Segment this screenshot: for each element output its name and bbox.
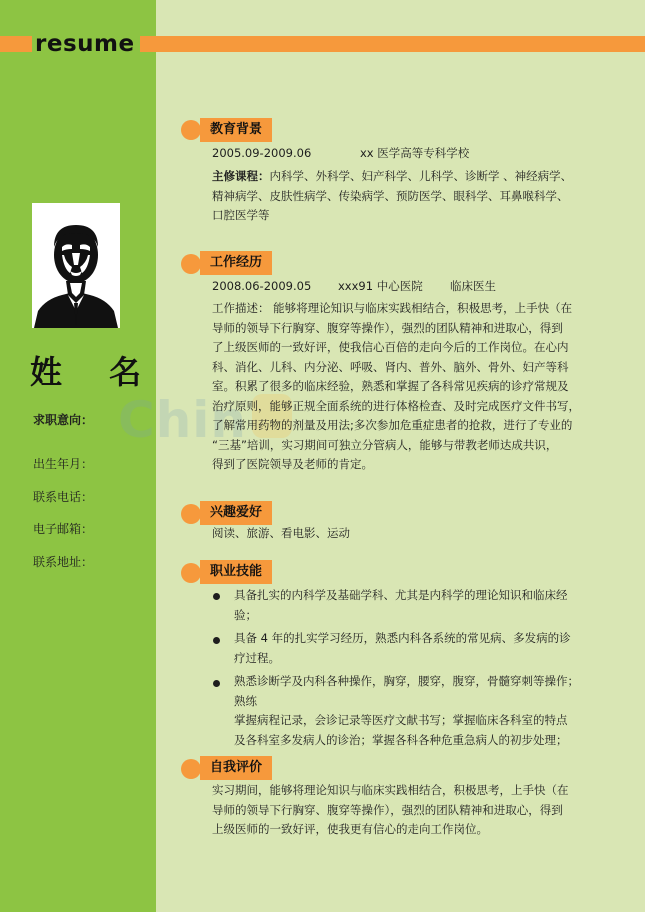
watermark: Chin [118,391,248,449]
self-eval-line: 实习期间，能够将理论知识与临床实践相结合，积极思考，上手快（在 [212,783,569,797]
bullet-icon [213,680,220,687]
header-bar-right [140,36,645,52]
courses-line: 精神病学、皮肤性病学、传染病学、预防医学、眼科学、耳鼻喉科学、 [212,188,569,203]
section-dot-icon [181,254,201,274]
courses-label: 主修课程： [212,169,270,183]
profile-photo [32,203,120,328]
hobbies-text: 阅读、旅游、看电影、运动 [212,526,350,540]
self-eval-line: 上级医师的一致好评，使我更有信心的走向工作岗位。 [212,822,488,836]
skill-line: 验； [234,607,257,622]
work-line: 导师的领导下行胸穿、腹穿等操作），强烈的团队精神和进取心，得到 [212,320,563,335]
address-label: 联系地址： [33,555,94,569]
section-dot-icon [181,563,201,583]
work-line: 工作描述： 能够将理论知识与临床实践相结合，积极思考，上手快（在 [212,301,573,315]
work-position: 临床医生 [450,279,496,293]
skill-item [234,672,586,750]
section-title-hobbies: 兴趣爱好 [200,501,272,525]
portrait-image [32,203,120,328]
candidate-name: 姓 名 [30,353,160,391]
work-line: 了上级医师的一致好评，使我信心百倍的走向今后的工作岗位。在心内 [212,340,569,354]
work-line: 了解常用药物的剂量及用法;多次参加危重症患者的抢救，进行了专业的 [212,418,573,432]
section-title-skills: 职业技能 [200,560,272,584]
skill-line: 及各科室多发病人的诊治；掌握各科各种危重急病人的初步处理； [234,732,568,747]
skill-line: 具备扎实的内科学及基础学科、尤其是内科学的理论知识和临床经 [234,588,568,602]
section-dot-icon [181,504,201,524]
skill-item [234,629,586,668]
courses-text: 内科学、外科学、妇产科学、儿科学、诊断学 、神经病学、 [269,169,573,183]
section-title-self-evaluation: 自我评价 [200,756,272,780]
work-line: 得到了医院领导及老师的肯定。 [212,457,373,471]
header-bar-left [0,36,32,52]
job-intent-label: 求职意向： [33,413,94,427]
work-line: 治疗原则，能够正规全面系统的进行体格检查、及时完成医疗文件书写， [212,398,580,413]
skill-line: 掌握病程记录，会诊记录等医疗文献书写；掌握临床各科室的特点 [234,713,568,727]
work-description [212,299,592,475]
section-title-education: 教育背景 [200,118,272,142]
skill-line: 具备 4 年的扎实学习经历，熟悉内科各系统的常见病、多发病的诊 [234,631,571,645]
education-school: xx 医学高等专科学校 [360,146,470,160]
birth-date-label: 出生年月： [33,457,94,471]
work-line: “三基”培训，实习期间可独立分管病人，能够与带教老师达成共识， [212,437,558,452]
self-eval-line: 导师的领导下行胸穿、腹穿等操作），强烈的团队精神和进取心，得到 [212,802,563,817]
education-period: 2005.09-2009.06 [212,146,312,160]
work-period: 2008.06-2009.05 [212,279,312,293]
skill-item [234,586,586,625]
courses-line [212,167,592,187]
work-line: 科、消化、儿科、内分泌、呼吸、肾内、普外、脑外、骨外、妇产等科 [212,359,569,374]
section-dot-icon [181,759,201,779]
resume-title: resume [35,31,135,57]
section-title-work: 工作经历 [200,251,272,275]
section-dot-icon [181,120,201,140]
courses-line: 口腔医学等 [212,208,270,222]
skill-line: 疗过程。 [234,650,280,665]
phone-label: 联系电话： [33,490,94,504]
work-hospital: xxx91 中心医院 [338,279,423,293]
education-courses [212,167,592,226]
self-evaluation-text [212,781,592,840]
work-line: 室。积累了很多的临床经验，熟悉和掌握了各科常见疾病的诊疗常规及 [212,379,569,393]
skill-line: 熟悉诊断学及内科各种操作，胸穿，腰穿，腹穿，骨髓穿刺等操作；熟练 [234,674,579,708]
bullet-icon [213,593,220,600]
email-label: 电子邮箱： [33,522,94,536]
bullet-icon [213,637,220,644]
